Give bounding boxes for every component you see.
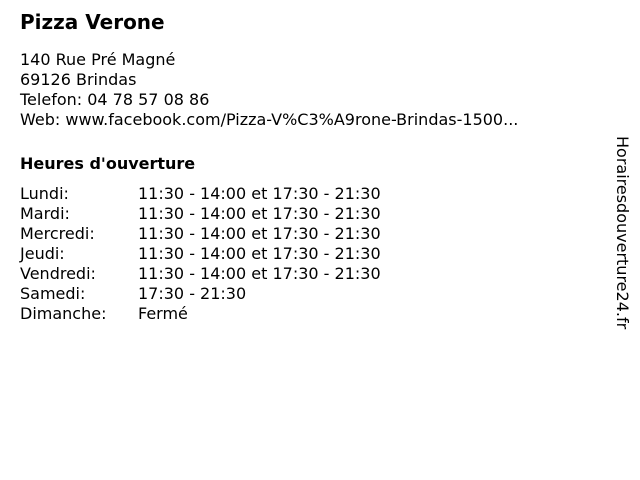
business-name: Pizza Verone: [20, 10, 165, 34]
business-card: [20, 8, 600, 324]
hours-row-mercredi: [20, 224, 600, 244]
day-label: Vendredi:: [20, 264, 96, 283]
time-value: 11:30 - 14:00 et 17:30 - 21:30: [138, 184, 381, 203]
time-value: 17:30 - 21:30: [138, 284, 247, 303]
day-label: Samedi:: [20, 284, 86, 303]
hours-row-lundi: [20, 184, 600, 204]
time-value: 11:30 - 14:00 et 17:30 - 21:30: [138, 244, 381, 263]
time-value: 11:30 - 14:00 et 17:30 - 21:30: [138, 224, 381, 243]
time-value: 11:30 - 14:00 et 17:30 - 21:30: [138, 264, 381, 283]
opening-hours-list: [20, 184, 600, 324]
hours-row-vendredi: [20, 264, 600, 284]
hours-row-jeudi: [20, 244, 600, 264]
time-value: 11:30 - 14:00 et 17:30 - 21:30: [138, 204, 381, 223]
opening-hours-title: Heures d'ouverture: [20, 154, 196, 173]
address-line-1: 140 Rue Pré Magné: [20, 50, 176, 69]
hours-row-samedi: [20, 284, 600, 304]
day-label: Mardi:: [20, 204, 70, 223]
day-label: Lundi:: [20, 184, 69, 203]
day-label: Jeudi:: [20, 244, 65, 263]
day-label: Dimanche:: [20, 304, 107, 323]
hours-row-mardi: [20, 204, 600, 224]
hours-row-dimanche: [20, 304, 600, 324]
site-credit: Horairesdouverture24.fr: [613, 136, 632, 330]
day-label: Mercredi:: [20, 224, 95, 243]
web-line: Web: www.facebook.com/Pizza-V%C3%A9rone-Brindas-1500...: [20, 110, 519, 129]
time-value: Fermé: [138, 304, 188, 323]
address-line-2: 69126 Brindas: [20, 70, 137, 89]
phone-line: Telefon: 04 78 57 08 86: [20, 90, 210, 109]
